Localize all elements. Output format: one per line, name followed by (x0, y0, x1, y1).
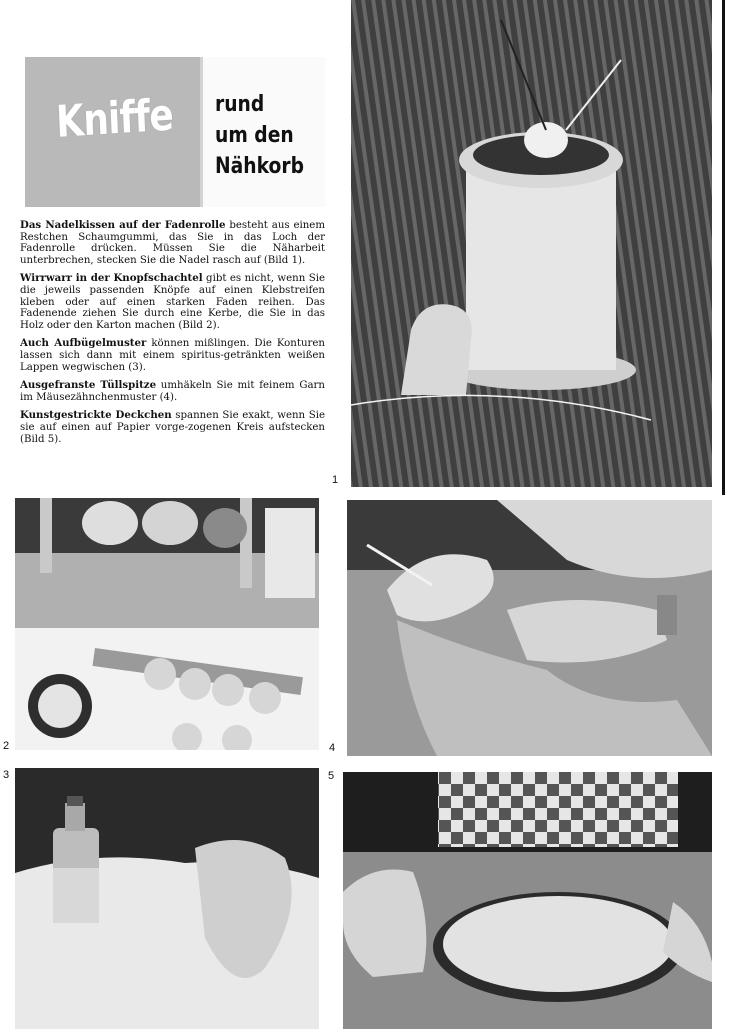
article-body (20, 220, 325, 452)
paragraph-5-lead: Kunstgestrickte Deckchen (20, 409, 172, 422)
figure-label-4: 4 (329, 742, 336, 754)
paragraph-3 (20, 338, 325, 373)
paragraph-2-text: gibt es nicht, wenn Sie die jeweils passenden Knöpfe auf einen Klebstreifen kleben oder auf einen starken Faden reihen. Das Fadenende ziehen Sie durch eine Kerbe, die Sie in das Holz oder den Karton machen (Bild 2). (20, 273, 325, 331)
paragraph-2-lead: Wirrwarr in der Knopfschachtel (20, 272, 203, 285)
figure-label-1: 1 (332, 474, 339, 486)
figure-label-5: 5 (328, 770, 335, 782)
column-rule (722, 0, 725, 495)
title-line-3: Nähkorb (215, 154, 304, 179)
photo-4-crochet (347, 500, 712, 756)
figure-label-3: 3 (3, 769, 10, 781)
figure-label-2: 2 (3, 740, 10, 752)
paragraph-3-lead: Auch Aufbügelmuster (20, 337, 147, 350)
paragraph-3-text: können mißlingen. Die Konturen lassen sich dann mit einem spiritus-getränkten weißen Lappen wegwischen (3). (20, 338, 325, 373)
paragraph-4 (20, 380, 325, 403)
paragraph-4-lead: Ausgefranste Tüllspitze (20, 379, 157, 392)
title-block (25, 57, 325, 207)
title-graphic-panel (25, 57, 200, 207)
paragraph-1-lead: Das Nadelkissen auf der Fadenrolle (20, 219, 226, 231)
title-subtitle-panel (203, 57, 325, 207)
paragraph-5 (20, 410, 325, 445)
photo-3-spirit-bottle (15, 768, 319, 1029)
paragraph-4-text: umhäkeln Sie mit feinem Garn im Mäusezähnchenmuster (4). (20, 380, 325, 403)
photo-1-thread-spool (351, 0, 712, 487)
paragraph-1-text: besteht aus einem Restchen Schaumgummi, das Sie in das Loch der Fadenrolle drücken. Müssen Sie die Näharbeit unterbrechen, stecken Sie die Nadel rasch auf (Bild 1). (20, 220, 325, 266)
photo-2-button-box (15, 498, 319, 750)
paragraph-2 (20, 273, 325, 331)
title-line-2: um den (215, 123, 294, 148)
title-line-1: rund (215, 92, 265, 117)
title-word-kniffe: Kniffe (55, 89, 174, 148)
paragraph-5-text: spannen Sie exakt, wenn Sie sie auf einen auf Papier vorge-zogenen Kreis aufstecken (Bild 5). (20, 410, 325, 445)
photo-5-doily (343, 772, 712, 1029)
paragraph-1 (20, 220, 325, 266)
